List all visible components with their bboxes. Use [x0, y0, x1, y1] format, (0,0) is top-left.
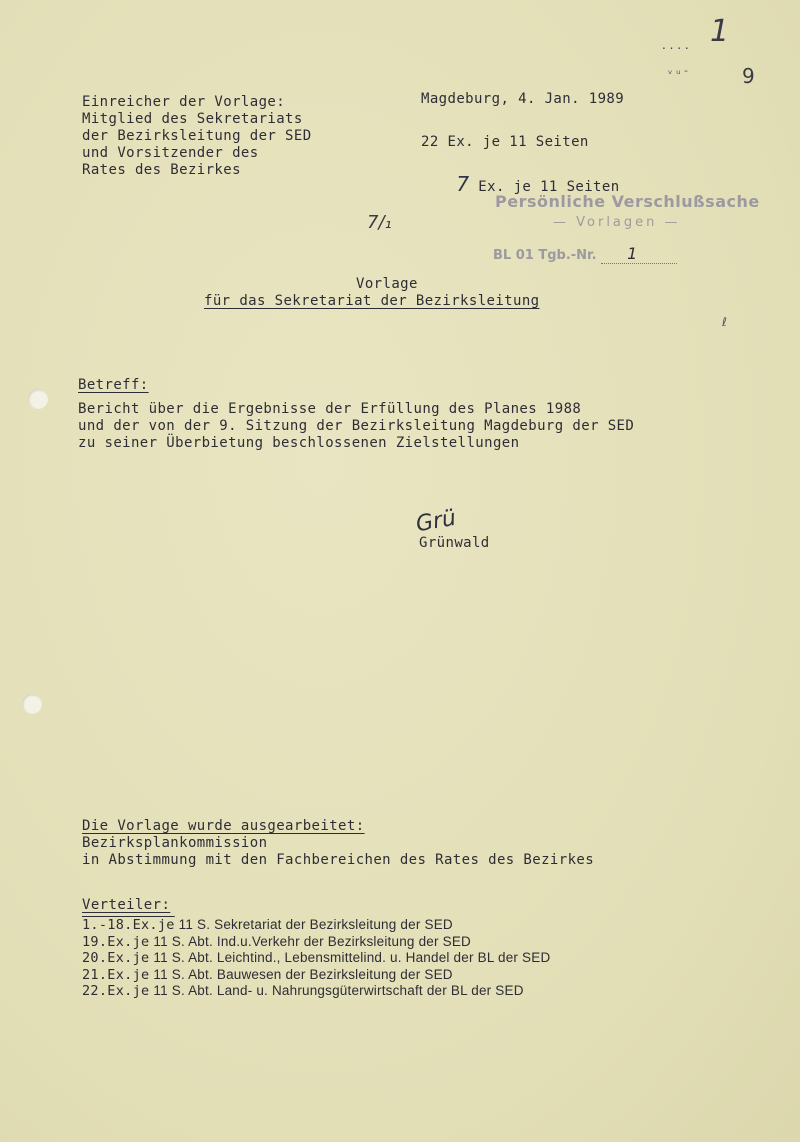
- subject-line-1: Bericht über die Ergebnisse der Erfüllung des Planes 1988: [78, 401, 582, 417]
- distribution-row: [82, 983, 550, 1000]
- subject-label: Betreff:: [78, 377, 149, 393]
- dots-mark: . . . .: [662, 38, 689, 52]
- distribution-label: Verteiler:: [82, 897, 171, 913]
- stamp-classification: Persönliche Verschlußsache: [495, 192, 760, 211]
- stamp-register-number: [493, 244, 677, 263]
- punch-hole-top: [28, 389, 48, 409]
- distribution-list: [82, 917, 550, 1000]
- dateline: Magdeburg, 4. Jan. 1989: [421, 91, 625, 107]
- prepared-label: Die Vorlage wurde ausgearbeitet:: [82, 818, 365, 834]
- distribution-row: [82, 917, 550, 934]
- signature-scribble: Grü: [414, 505, 458, 538]
- title-line-2: für das Sekretariat der Bezirksleitung: [204, 293, 540, 309]
- page-number-top: 1: [710, 14, 730, 49]
- prepared-line-2: in Abstimmung mit den Fachbereichen des Rates des Bezirkes: [82, 852, 595, 868]
- distribution-row: [82, 967, 550, 984]
- submitter-line-4: und Vorsitzender des: [82, 145, 259, 161]
- submitter-line-3: der Bezirksleitung der SED: [82, 128, 312, 144]
- distribution-recipient: 11 S. Abt. Bauwesen der Bezirksleitung der SED: [149, 966, 453, 982]
- copies-handwritten-number: 7: [456, 172, 470, 196]
- distribution-copies: 20.Ex.je: [82, 950, 150, 966]
- subject-line-3: zu seiner Überbietung beschlossenen Zielstellungen: [78, 435, 520, 451]
- signatory-name: Grünwald: [419, 535, 490, 551]
- submitter-line-2: Mitglied des Sekretariats: [82, 111, 303, 127]
- submitter-line-5: Rates des Bezirkes: [82, 162, 241, 178]
- distribution-recipient: 11 S. Sekretariat der Bezirksleitung der SED: [174, 917, 453, 932]
- distribution-copies: 21.Ex.je: [82, 966, 150, 983]
- distribution-recipient: 11 S. Abt. Ind.u.Verkehr der Bezirksleitung der SED: [149, 933, 471, 949]
- distribution-recipient: 11 S. Abt. Land- u. Nahrungsgüterwirtschaft der BL der SED: [149, 983, 524, 998]
- copies-line-1: 22 Ex. je 11 Seiten: [421, 134, 589, 150]
- copies-line-2-text: Ex. je 11 Seiten: [469, 179, 620, 195]
- side-mark: ℓ: [722, 315, 727, 329]
- prepared-line-1: Bezirksplankommission: [82, 835, 268, 851]
- stamp-subtitle: — Vorlagen —: [553, 215, 681, 230]
- distribution-copies: 22.Ex.je: [82, 983, 150, 999]
- punch-hole-bottom: [22, 694, 42, 714]
- distribution-recipient: 11 S. Abt. Leichtind., Lebensmittelind. u. Handel der BL der SED: [149, 950, 551, 965]
- distribution-copies: 1.-18.Ex.je: [82, 917, 175, 933]
- distribution-row: [82, 950, 550, 967]
- submitter-line-1: Einreicher der Vorlage:: [82, 94, 286, 110]
- small-marks: ᵥ ᵤ -: [668, 64, 689, 77]
- subject-line-2: und der von der 9. Sitzung der Bezirksleitung Magdeburg der SED: [78, 418, 635, 434]
- page-number-side: 9: [742, 64, 755, 88]
- title-line-1: Vorlage: [356, 276, 418, 292]
- distribution-row: [82, 934, 550, 951]
- stamp-register-value: 1: [601, 244, 677, 264]
- stamp-register-label: BL 01 Tgb.-Nr.: [493, 248, 602, 263]
- handwritten-annotation: 7/₁: [367, 212, 392, 233]
- distribution-copies: 19.Ex.je: [82, 933, 150, 950]
